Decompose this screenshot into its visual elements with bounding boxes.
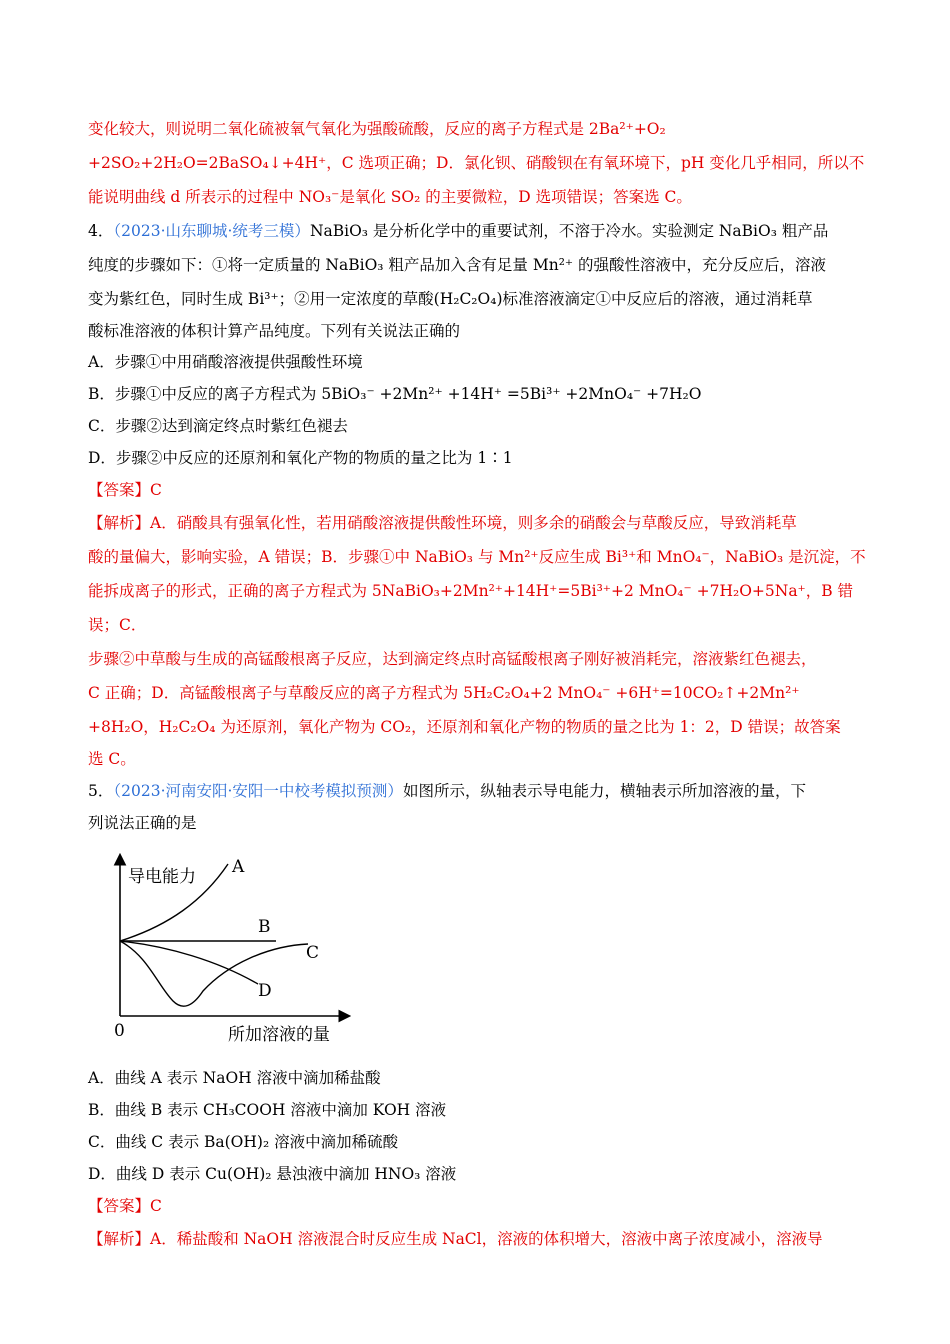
q5-option-b: B．曲线 B 表示 CH₃COOH 溶液中滴加 KOH 溶液 — [88, 1101, 447, 1119]
curve-d — [120, 941, 258, 984]
q4-explanation-line: 酸的量偏大，影响实验，A 错误；B．步骤①中 NaBiO₃ 与 Mn²⁺反应生成 Bi³⁺和 MnO₄⁻，NaBiO₃ 是沉淀，不 — [88, 548, 866, 566]
q4-explanation-line: 【解析】A．硝酸具有强氧化性，若用硝酸溶液提供酸性环境，则多余的硝酸会与草酸反应，导致消耗草 — [88, 514, 797, 532]
q5-stem-line: 列说法正确的是 — [88, 814, 197, 832]
q4-stem — [88, 214, 868, 248]
q4-option-d: D．步骤②中反应的还原剂和氧化产物的物质的量之比为 1∶1 — [88, 449, 513, 467]
q4-option-c: C．步骤②达到滴定终点时紫红色褪去 — [88, 417, 348, 435]
q5-explanation-line: 【解析】A．稀盐酸和 NaOH 溶液混合时反应生成 NaCl，溶液的体积增大，溶液中离子浓度减小，溶液导 — [88, 1230, 823, 1248]
curve-c — [120, 941, 308, 1006]
q4-explanation-line: 选 C。 — [88, 750, 136, 768]
q5-number: 5． — [88, 782, 114, 800]
origin-label: 0 — [114, 1021, 125, 1041]
curve-label-c: C — [306, 943, 320, 963]
q3-explanation-line: +2SO₂+2H₂O=2BaSO₄↓+4H⁺，C 选项正确；D．氯化钡、硝酸钡在有氧环境下，pH 变化几乎相同，所以不 — [88, 154, 865, 172]
curve-label-d: D — [258, 981, 272, 1001]
q5-option-c: C．曲线 C 表示 Ba(OH)₂ 溶液中滴加稀硫酸 — [88, 1133, 399, 1151]
q4-option-a: A．步骤①中用硝酸溶液提供强酸性环境 — [88, 353, 363, 371]
q4-stem-line: 纯度的步骤如下：①将一定质量的 NaBiO₃ 粗产品加入含有足量 Mn²⁺ 的强酸性溶液中，充分反应后，溶液 — [88, 256, 827, 274]
q5-answer: 【答案】C — [88, 1197, 162, 1215]
curve-label-b: B — [258, 917, 271, 937]
q3-explanation-line: 能说明曲线 d 所表示的过程中 NO₃⁻是氧化 SO₂ 的主要微粒，D 选项错误；答案选 C。 — [88, 188, 692, 206]
q4-stem-line: 酸标准溶液的体积计算产品纯度。下列有关说法正确的 — [88, 322, 461, 340]
q4-answer: 【答案】C — [88, 481, 162, 499]
q5-option-a: A．曲线 A 表示 NaOH 溶液中滴加稀盐酸 — [88, 1069, 381, 1087]
q4-source: （2023·山东聊城·统考三模） — [113, 222, 310, 240]
q5-source: （2023·河南安阳·安阳一中校考模拟预测） — [113, 782, 403, 800]
x-axis-label: 所加溶液的量 — [228, 1025, 330, 1045]
y-axis-label: 导电能力 — [128, 867, 196, 887]
q5-stem — [88, 774, 868, 808]
q4-explanation-line: +8H₂O，H₂C₂O₄ 为还原剂，氧化产物为 CO₂，还原剂和氧化产物的物质的量之比为 1：2，D 错误；故答案 — [88, 718, 841, 736]
q5-stem-text: 如图所示，纵轴表示导电能力，横轴表示所加溶液的量，下 — [402, 782, 806, 800]
q4-stem-text: NaBiO₃ 是分析化学中的重要试剂，不溶于冷水。实验测定 NaBiO₃ 粗产品 — [309, 222, 829, 240]
q4-explanation-line: C 正确；D．高锰酸根离子与草酸反应的离子方程式为 5H₂C₂O₄+2 MnO₄⁻ +6H⁺=10CO₂↑+2Mn²⁺ — [88, 684, 800, 702]
q4-option-b: B．步骤①中反应的离子方程式为 5BiO₃⁻ +2Mn²⁺ +14H⁺ =5Bi³⁺ +2MnO₄⁻ +7H₂O — [88, 385, 702, 403]
document-page — [88, 112, 868, 1256]
q4-explanation-line: 能拆成离子的形式，正确的离子方程式为 5NaBiO₃+2Mn²⁺+14H⁺=5Bi³⁺+2 MnO₄⁻ +7H₂O+5Na⁺，B 错误；C． — [88, 582, 854, 634]
q5-option-d: D．曲线 D 表示 Cu(OH)₂ 悬浊液中滴加 HNO₃ 溶液 — [88, 1165, 457, 1183]
q3-explanation-line: 变化较大，则说明二氧化硫被氧气氧化为强酸硫酸，反应的离子方程式是 2Ba²⁺+O₂ — [88, 120, 666, 138]
curve-label-a: A — [232, 857, 245, 877]
q4-stem-line: 变为紫红色，同时生成 Bi³⁺；②用一定浓度的草酸(H₂C₂O₄)标准溶液滴定①中反应后的溶液，通过消耗草 — [88, 290, 813, 308]
conductivity-figure — [108, 846, 408, 1056]
q4-explanation-line: 步骤②中草酸与生成的高锰酸根离子反应，达到滴定终点时高锰酸根离子刚好被消耗完，溶液紫红色褪去， — [88, 650, 817, 668]
q4-number: 4． — [88, 222, 114, 240]
conductivity-diagram — [108, 846, 408, 1056]
